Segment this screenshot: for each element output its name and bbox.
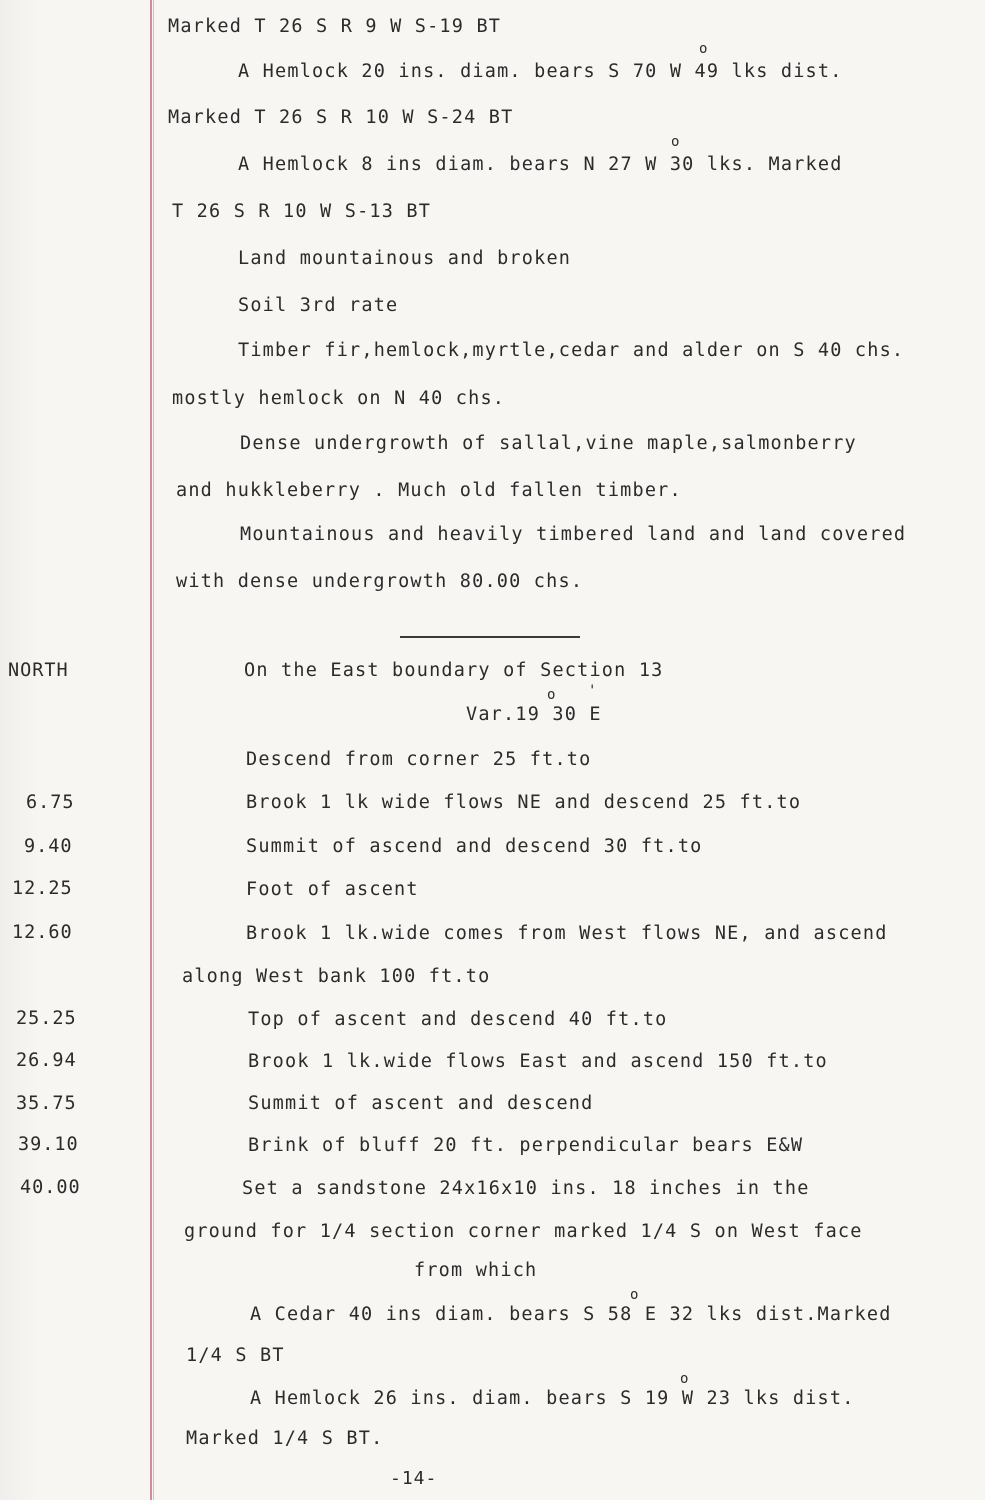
degree-symbol: o	[699, 41, 708, 57]
distance-value: 12.60	[12, 922, 73, 943]
text-line: Soil 3rd rate	[238, 295, 399, 316]
text-line: Timber fir,hemlock,myrtle,cedar and alder on S 40 chs.	[238, 340, 905, 361]
text-line: mostly hemlock on N 40 chs.	[172, 388, 506, 409]
text-line: A Hemlock 26 ins. diam. bears S 19 W 23 lks dist.	[250, 1388, 855, 1409]
section-heading: On the East boundary of Section 13	[244, 660, 664, 681]
margin-rule-shadow	[153, 0, 154, 1500]
text-line: Marked 1/4 S BT.	[186, 1428, 384, 1449]
text-line: Descend from corner 25 ft.to	[246, 749, 592, 770]
text-line: from which	[414, 1260, 538, 1281]
distance-value: 9.40	[24, 836, 73, 857]
text-line: and hukkleberry . Much old fallen timber.	[176, 480, 682, 501]
margin-rule	[150, 0, 152, 1500]
variation-line: Var.19 30 E	[466, 704, 602, 725]
text-line: with dense undergrowth 80.00 chs.	[176, 571, 584, 592]
degree-symbol: o	[671, 134, 680, 150]
text-line: 1/4 S BT	[186, 1345, 285, 1366]
distance-value: 6.75	[26, 792, 75, 813]
text-line: Marked T 26 S R 10 W S-24 BT	[168, 107, 514, 128]
distance-value: 40.00	[20, 1177, 81, 1198]
section-divider	[400, 636, 580, 638]
text-line: Set a sandstone 24x16x10 ins. 18 inches in the	[242, 1178, 810, 1199]
text-line: A Hemlock 20 ins. diam. bears S 70 W 49 lks dist.	[238, 61, 843, 82]
text-line: ground for 1/4 section corner marked 1/4 S on West face	[184, 1221, 863, 1242]
degree-symbol: o	[547, 687, 556, 703]
text-line: Brook 1 lk wide flows NE and descend 25 ft.to	[246, 792, 802, 813]
distance-value: 12.25	[12, 878, 73, 899]
distance-value: 39.10	[18, 1134, 79, 1155]
text-line: A Hemlock 8 ins diam. bears N 27 W 30 lks. Marked	[238, 154, 843, 175]
distance-value: 26.94	[16, 1050, 77, 1071]
text-line: Foot of ascent	[246, 879, 419, 900]
text-line: A Cedar 40 ins diam. bears S 58 E 32 lks dist.Marked	[250, 1304, 892, 1325]
text-line: T 26 S R 10 W S-13 BT	[172, 201, 432, 222]
text-line: Summit of ascend and descend 30 ft.to	[246, 836, 703, 857]
text-line: Summit of ascent and descend	[248, 1093, 594, 1114]
direction-label: NORTH	[8, 660, 69, 681]
degree-symbol: o	[630, 1287, 639, 1303]
page-number: -14-	[390, 1468, 438, 1489]
text-line: Brook 1 lk.wide comes from West flows NE, and ascend	[246, 923, 888, 944]
distance-value: 35.75	[16, 1093, 77, 1114]
text-line: Dense undergrowth of sallal,vine maple,salmonberry	[240, 433, 857, 454]
text-line: Brink of bluff 20 ft. perpendicular bears E&W	[248, 1135, 804, 1156]
distance-value: 25.25	[16, 1008, 77, 1029]
text-line: along West bank 100 ft.to	[182, 966, 491, 987]
text-line: Marked T 26 S R 9 W S-19 BT	[168, 16, 502, 37]
text-line: Top of ascent and descend 40 ft.to	[248, 1009, 668, 1030]
minute-symbol: '	[588, 683, 597, 699]
text-line: Land mountainous and broken	[238, 248, 572, 269]
text-line: Mountainous and heavily timbered land and land covered	[240, 524, 907, 545]
degree-symbol: o	[680, 1371, 689, 1387]
text-line: Brook 1 lk.wide flows East and ascend 150 ft.to	[248, 1051, 828, 1072]
